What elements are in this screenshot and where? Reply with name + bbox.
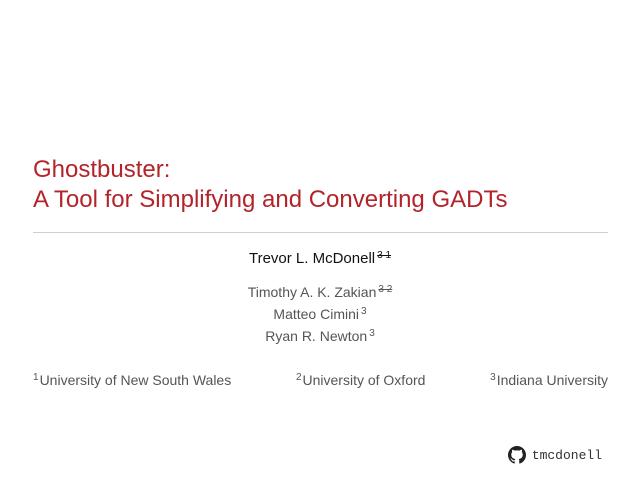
author-affiliations: 3 2	[378, 284, 393, 295]
affiliation-list	[33, 372, 608, 388]
affiliation-item	[296, 372, 426, 388]
affiliation-name: Indiana University	[496, 372, 608, 388]
author-item	[0, 302, 640, 324]
affiliation-mark: 2	[295, 372, 302, 383]
lead-author	[0, 250, 640, 267]
author-name: Timothy A. K. Zakian	[247, 284, 377, 300]
lead-author-affiliations: 3 1	[377, 250, 392, 261]
author-item	[0, 280, 640, 302]
title-divider	[33, 232, 608, 233]
author-affiliations: 3	[369, 328, 375, 339]
affiliation-item	[490, 372, 608, 388]
slide-title	[33, 155, 507, 215]
author-affiliations: 3	[361, 306, 367, 317]
affiliation-name: University of New South Wales	[39, 372, 232, 388]
github-handle-link[interactable]	[508, 446, 602, 464]
github-handle-text: tmcdonell	[531, 447, 602, 463]
lead-author-name: Trevor L. McDonell	[248, 250, 376, 267]
title-line-2: A Tool for Simplifying and Converting GADTs	[33, 186, 508, 213]
github-icon	[508, 446, 526, 464]
author-item	[0, 324, 640, 346]
author-name: Matteo Cimini	[273, 306, 360, 322]
affiliation-name: University of Oxford	[302, 372, 426, 388]
author-name: Ryan R. Newton	[265, 328, 368, 344]
affiliation-item	[33, 372, 231, 388]
title-line-1: Ghostbuster:	[33, 156, 171, 183]
affiliation-mark: 3	[490, 372, 496, 383]
affiliation-mark: 1	[33, 372, 39, 383]
author-list	[0, 280, 640, 346]
